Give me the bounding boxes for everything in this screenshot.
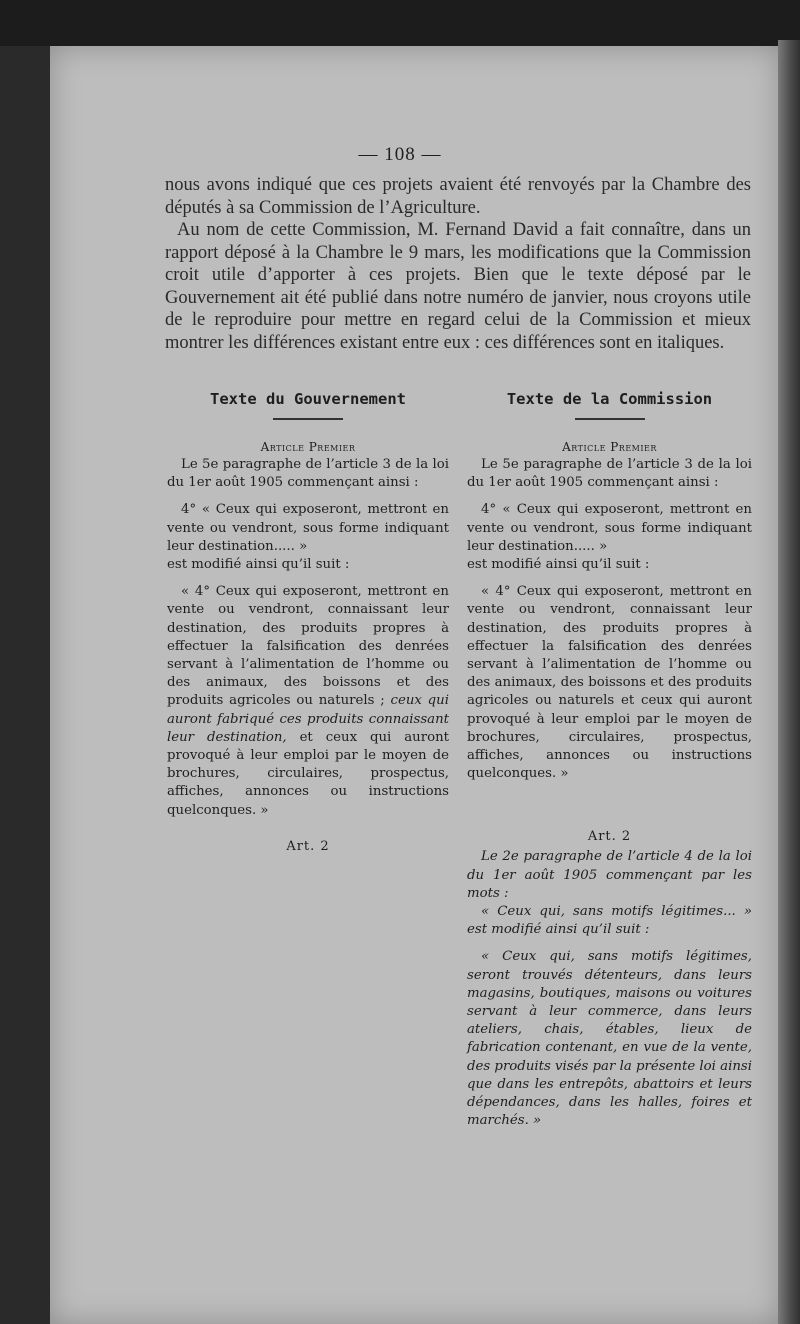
gov-paragraph-2: 4° « Ceux qui exposeront, mettront en vente ou vendront, sous forme indiquant leur destination..... » [167, 502, 449, 554]
gov-p4-italic-change: ceux qui auront fabriqué ces produits connaissant leur destination, [167, 693, 449, 745]
com-paragraph-2: 4° « Ceux qui exposeront, mettront en vente ou vendront, sous forme indiquant leur destination..... » [467, 502, 752, 554]
article-premier-label: Article Premier [260, 440, 356, 454]
gov-paragraph-1: Le 5e paragraphe de l’article 3 de la loi du 1er août 1905 commençant ainsi : [167, 457, 449, 491]
government-text-column [167, 388, 449, 854]
scan-top-border [0, 0, 800, 46]
intro-text [165, 174, 751, 354]
com-article-2-label: Art. 2 [587, 829, 632, 845]
article-premier-label: Article Premier [562, 440, 657, 454]
government-heading: Texte du Gouvernement [210, 390, 406, 408]
com-paragraph-1: Le 5e paragraphe de l’article 3 de la loi du 1er août 1905 commençant ainsi : [467, 457, 752, 491]
heading-rule [575, 418, 645, 420]
com-paragraph-4: « 4° Ceux qui exposeront, mettront en vente ou vendront, connaissant leur destination, des produits propres à effectuer la falsification des denrées servant à l’alimentation de l’homme ou des animaux, des boissons et des produits agricoles ou naturels et ceux qui auront provoqué à leur emploi par le moyen de brochures, circulaires, prospectus, affiches, annonces ou instructions quelconques. » [467, 584, 752, 782]
com-art2-paragraph-1: Le 2e paragraphe de l’article 4 de la loi du 1er août 1905 commençant par les mots : [467, 849, 752, 901]
page-number: — 108 — [358, 144, 442, 165]
com-paragraph-3: est modifié ainsi qu’il suit : [467, 557, 650, 573]
com-art2-paragraph-2: « Ceux qui, sans motifs légitimes... » est modifié ainsi qu’il suit : [467, 904, 752, 938]
intro-paragraph-2: Au nom de cette Commission, M. Fernand David a fait connaître, dans un rapport déposé à la Chambre le 9 mars, les modifications que la Commission croit utile d’apporter à ces projets. Bien que le texte déposé par le Gouvernement ait été publié dans notre numéro de janvier, nous croyons utile de le reproduire pour mettre en regard celui de la Commission et mieux montrer les différences existant entre eux : ces différences sont en italiques. [165, 220, 751, 353]
gov-paragraph-4 [167, 583, 449, 820]
gov-article-2-label: Art. 2 [286, 839, 330, 854]
commission-heading: Texte de la Commission [506, 390, 713, 408]
heading-rule [273, 418, 343, 420]
gov-paragraph-3: est modifié ainsi qu’il suit : [167, 557, 350, 573]
commission-text-column [467, 388, 752, 1131]
gov-p4-part-c: et ceux qui auront provoqué à leur emploi par le moyen de brochures, circulaires, prospectus, affiches, annonces ou instructions quelconques. » [167, 729, 449, 818]
gov-p4-part-a: « 4° Ceux qui exposeront, mettront en vente ou vendront, connaissant leur destination, des produits propres à effectuer la falsification des denrées servant à l’alimentation de l’homme ou des animaux, des boissons et des produits agricoles ou naturels ; [167, 584, 449, 709]
com-art2-paragraph-3: « Ceux qui, sans motifs légitimes, seront trouvés détenteurs, dans leurs magasins, boutiques, maisons ou voitures servant à leur commerce, dans leurs ateliers, chais, étables, lieux de fabrication contenant, en vue de la vente, des produits visés par la présente loi ainsi que dans les entrepôts, abattoirs et leurs dépendances, dans les halles, foires et marchés. » [467, 949, 752, 1129]
intro-paragraph-1: nous avons indiqué que ces projets avaient été renvoyés par la Chambre des députés à sa Commission de l’Agriculture. [165, 175, 751, 218]
page-edge-shadow [778, 40, 800, 1324]
